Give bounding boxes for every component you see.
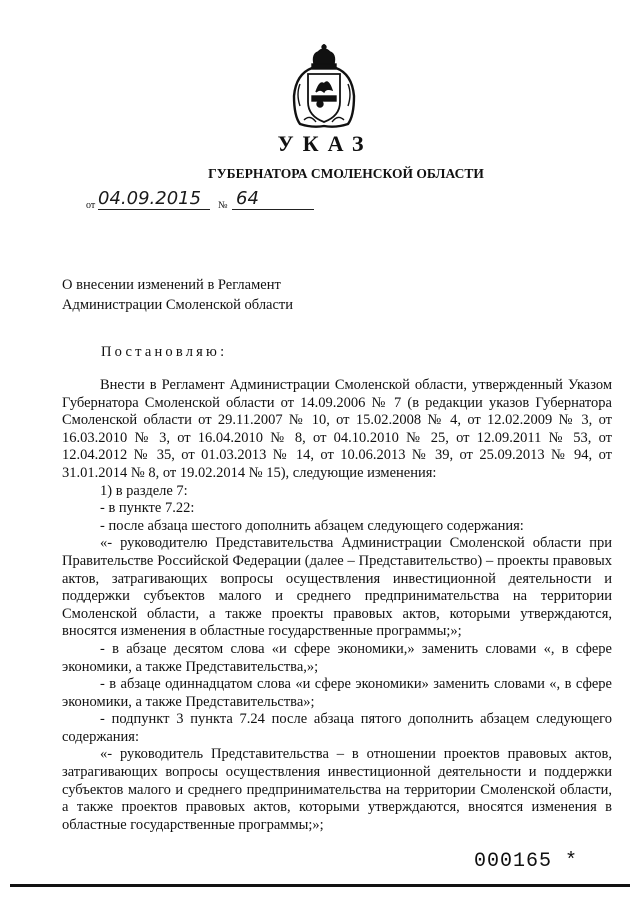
handwritten-number: 64 (236, 188, 259, 209)
date-number-line (86, 188, 326, 214)
document-subtitle: ГУБЕРНАТОРА СМОЛЕНСКОЙ ОБЛАСТИ (208, 166, 484, 181)
body-paragraph: - подпункт 3 пункта 7.24 после абзаца пятого дополнить абзацем следующего содержания: (62, 711, 612, 745)
number-prefix: № (218, 200, 228, 211)
coat-of-arms-emblem (290, 44, 358, 130)
body-paragraph: - в абзаце одиннадцатом слова «и сфере экономики» заменить словами «, в сфере экономики, а также Представительства»; (62, 676, 612, 710)
body-paragraph: «- руководителю Представительства Администрации Смоленской области при Правительстве Российской Федерации (далее – Представительство) – проекты правовых актов, затрагивающих вопросы осуществления инвестиционной деятельности и поддержки субъектов малого и среднего предпринимательства на территории Смоленской области, а также проекты правовых актов, которыми утверждаются, вносятся изменения в областные государственные программы;»; (62, 535, 612, 640)
subject-line-1: О внесении изменений в Регламент (62, 277, 281, 293)
body-paragraph: Внести в Регламент Администрации Смоленской области, утвержденный Указом Губернатора Смоленской области от 14.09.2006 № 7 (в редакции указов Губернатора Смоленской области от 29.11.2007 № 10, от 15.02.2008 № 4, от 12.02.2009 № 3, от 16.03.2010 № 3, от 16.04.2010 № 8, от 04.10.2010 № 25, от 12.09.2011 № 53, от 12.04.2012 № 35, от 01.03.2013 № 14, от 10.06.2013 № 39, от 25.09.2013 № 94, от 31.01.2014 № 8, от 19.02.2014 № 15), следующие изменения: (62, 377, 612, 481)
body-paragraph: 1) в разделе 7: (100, 482, 188, 499)
bottom-rule (10, 884, 630, 887)
subject-line-2: Администрации Смоленской области (62, 297, 294, 313)
body-paragraph: - после абзаца шестого дополнить абзацем следующего содержания: (100, 517, 524, 534)
number-underline (232, 209, 314, 210)
date-underline (98, 209, 210, 210)
date-prefix: от (86, 200, 96, 211)
handwritten-date: 04.09.2015 (98, 188, 202, 209)
document-body (62, 377, 612, 834)
decree-word: Постановляю: (101, 344, 228, 360)
body-paragraph: - в пункте 7.22: (100, 500, 195, 517)
document-title: УКАЗ (277, 131, 373, 156)
document-subject (62, 275, 293, 315)
serial-number: 000165 * (473, 850, 578, 873)
body-paragraph: «- руководитель Представительства – в отношении проектов правовых актов, затрагивающих вопросы осуществления инвестиционной деятельности и поддержки субъектов малого и среднего предпринимательства на территории Смоленской области, а также проектов правовых актов, которыми утверждаются, вносятся изменения в областные государственные программы;»; (62, 746, 612, 833)
body-paragraph: - в абзаце десятом слова «и сфере экономики,» заменить словами «, в сфере экономики, а также Представительства,»; (62, 640, 612, 675)
